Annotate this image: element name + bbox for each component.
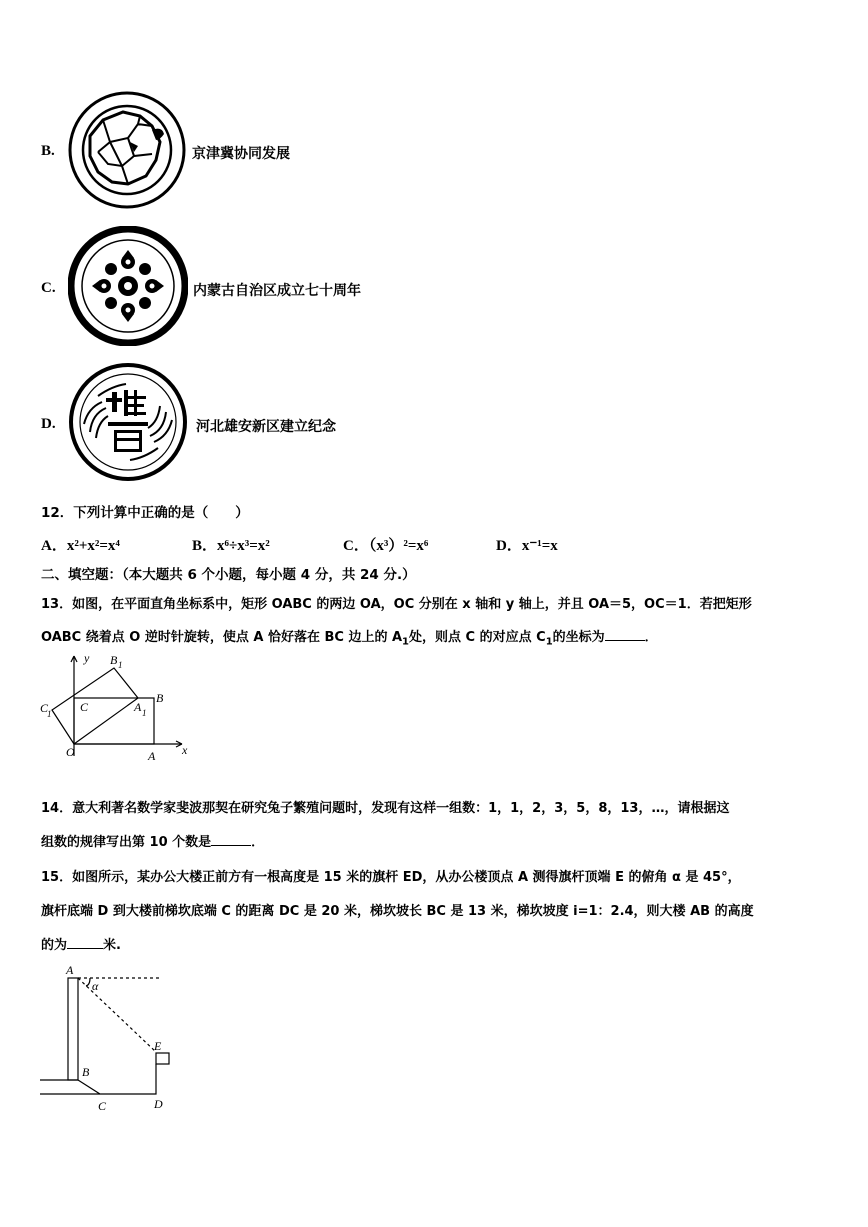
section-heading-fill-blank: 二、填空题：（本大题共 6 个小题，每小题 4 分，共 24 分.） <box>41 567 416 583</box>
q15-answer-blank[interactable] <box>67 936 103 949</box>
svg-text:A: A <box>148 749 156 763</box>
option-b-letter: B. <box>41 143 55 159</box>
svg-text:1: 1 <box>47 709 52 719</box>
q13-line-2: OABC 绕着点 O 逆时针旋转，使点 A 恰好落在 BC 边上的 $A_1$处，则点 C 的对应点 $C_1$的坐标为 ． <box>41 630 658 648</box>
q15-line-2: 旗杆底端 D 到大楼前梯坎底端 C 的距离 DC 是 20 米，梯坎坡长 BC 是 13 米，梯坎坡度 i=1：2.4，则大楼 AB 的高度 <box>41 904 754 919</box>
svg-text:α: α <box>92 979 99 993</box>
q13-coordinate-figure <box>36 650 196 770</box>
svg-text:B: B <box>110 653 118 667</box>
svg-text:C: C <box>98 1099 107 1113</box>
q15-line-3: 的为 米. <box>41 938 121 953</box>
q14-answer-blank[interactable] <box>211 833 251 846</box>
q14-line-2: 组数的规律写出第 10 个数是 ． <box>41 835 265 850</box>
q13-answer-blank[interactable] <box>605 628 645 641</box>
svg-text:B: B <box>156 691 164 705</box>
svg-text:A: A <box>66 963 74 977</box>
q15-line-1: 15．如图所示，某办公大楼正前方有一根高度是 15 米的旗杆 ED，从办公楼顶点 A 测得旗杆顶端 E 的俯角 α 是 45°， <box>41 870 741 885</box>
q15-figure-labels <box>65 963 163 1113</box>
q12-stem: 12．下列计算中正确的是（ ） <box>41 505 249 521</box>
q12-option-c: C．（x³）²=x⁶ <box>343 538 429 554</box>
option-b-caption: 京津冀协同发展 <box>192 146 290 162</box>
svg-text:E: E <box>154 1039 162 1053</box>
q12-option-d: D．x⁻¹=x <box>496 538 558 554</box>
q12-option-b: B．x⁶÷x³=x² <box>192 538 270 554</box>
q12-option-a: A．x²+x²=x⁴ <box>41 538 120 554</box>
svg-text:C: C <box>40 701 49 715</box>
jingjinji-map-coin-icon <box>68 90 186 210</box>
q15-building-flagpole-figure <box>40 958 180 1116</box>
q14-line-1: 14．意大利著名数学家斐波那契在研究兔子繁殖问题时，发现有这样一组数：1，1，2，3，5，8，13，…，请根据这 <box>41 801 730 816</box>
option-d-letter: D. <box>41 416 56 432</box>
svg-text:A: A <box>134 700 142 714</box>
inner-mongolia-pattern-coin-icon <box>68 226 188 346</box>
option-c-letter: C. <box>41 280 56 296</box>
svg-text:O: O <box>66 745 75 759</box>
option-d-caption: 河北雄安新区建立纪念 <box>196 419 336 435</box>
q13-line-1: 13．如图，在平面直角坐标系中，矩形 OABC 的两边 OA，OC 分别在 x 轴和 y 轴上，并且 OA＝5，OC＝1．若把矩形 <box>41 597 752 612</box>
svg-text:1: 1 <box>118 660 123 670</box>
option-c-caption: 内蒙古自治区成立七十周年 <box>193 283 361 299</box>
svg-text:C: C <box>80 700 89 714</box>
svg-text:y: y <box>84 651 90 665</box>
svg-text:1: 1 <box>142 708 147 718</box>
xiongan-character-coin-icon <box>68 362 188 482</box>
svg-text:D: D <box>154 1097 163 1111</box>
svg-text:B: B <box>82 1065 90 1079</box>
svg-text:x: x <box>182 743 188 757</box>
